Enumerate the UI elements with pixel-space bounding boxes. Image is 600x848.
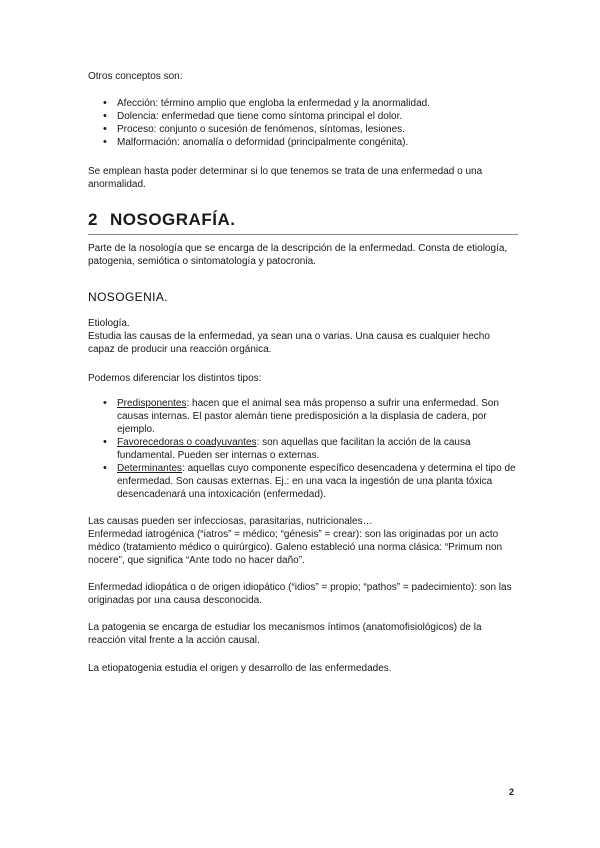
etiopatogenia-text: La etiopatogenia estudia el origen y desarrollo de las enfermedades. [88,663,392,674]
tipo-text: : son aquellas que facilitan la acción de la causa fundamental. Pueden ser internas o externas. [117,437,471,461]
intro-text: Otros conceptos son: [88,71,183,82]
tipos-intro: Podemos diferenciar los distintos tipos: [88,373,262,384]
list-item: • Proceso: conjunto o sucesión de fenómenos, síntomas, lesiones. [88,123,518,136]
etiologia-text: Estudia las causas de la enfermedad, ya sean una o varias. Una causa es cualquier hecho capaz de producir una reacción orgánica. [88,331,490,355]
causas-text: Las causas pueden ser infecciosas, parasitarias, nutricionales… [88,516,373,527]
section-number: 2 [88,210,98,229]
list-item: • Malformación: anomalía o deformidad (principalmente congénita). [88,136,518,149]
tipo-term: Favorecedoras o coadyuvantes [117,437,257,448]
section-title: NOSOGRAFÍA. [110,210,236,229]
concepts-note: Se emplean hasta poder determinar si lo que tenemos se trata de una enfermedad o una anormalidad. [88,166,483,190]
list-item: • Dolencia: enfermedad que tiene como síntoma principal el dolor. [88,110,518,123]
patogenia-text: La patogenia se encarga de estudiar los mecanismos íntimos (anatomofisiológicos) de la reacción vital frente a la acción causal. [88,622,482,646]
tipo-text: : hacen que el animal sea más propenso a sufrir una enfermedad. Son causas internas. El pastor alemán tiene predisposición a la displasia de cadera, por ejemplo. [117,398,499,435]
tipo-term: Predisponentes [117,398,187,409]
etiologia-label: Etiología. [88,318,130,329]
list-item [88,397,518,436]
list-item: • Afección: término amplio que engloba la enfermedad y la anormalidad. [88,97,518,110]
concepts-list [88,97,518,149]
tipo-text: : aquellas cuyo componente específico desencadena y determina el tipo de enfermedad. Son causas externas. Ej.: en una vaca la ingestión de una planta tóxica desencadenará una intoxicación (enfermedad). [117,463,516,500]
page-number: 2 [509,787,515,797]
section-heading [88,210,518,235]
tipos-list [88,397,518,501]
iatrogenica-text: Enfermedad iatrogénica (“iatros” = médico; “génesis” = crear): son las originadas por un acto médico (tratamiento médico o quirúrgico). Galeno estableció una norma clásica: “Primum non nocere”, que significa “Ante todo no hacer daño”. [88,529,503,566]
section-intro: Parte de la nosología que se encarga de la descripción de la enfermedad. Consta de etiología, patogenia, semiótica o sintomatología y patocronia. [88,243,508,267]
list-item [88,462,518,501]
tipo-term: Determinantes [117,463,183,474]
subsection-title: NOSOGENIA. [88,290,169,304]
list-item [88,436,518,462]
idiopatica-text: Enfermedad idiopática o de origen idiopático (“idios” = propio; “pathos” = padecimiento): son las originadas por una causa desconocida. [88,582,512,606]
